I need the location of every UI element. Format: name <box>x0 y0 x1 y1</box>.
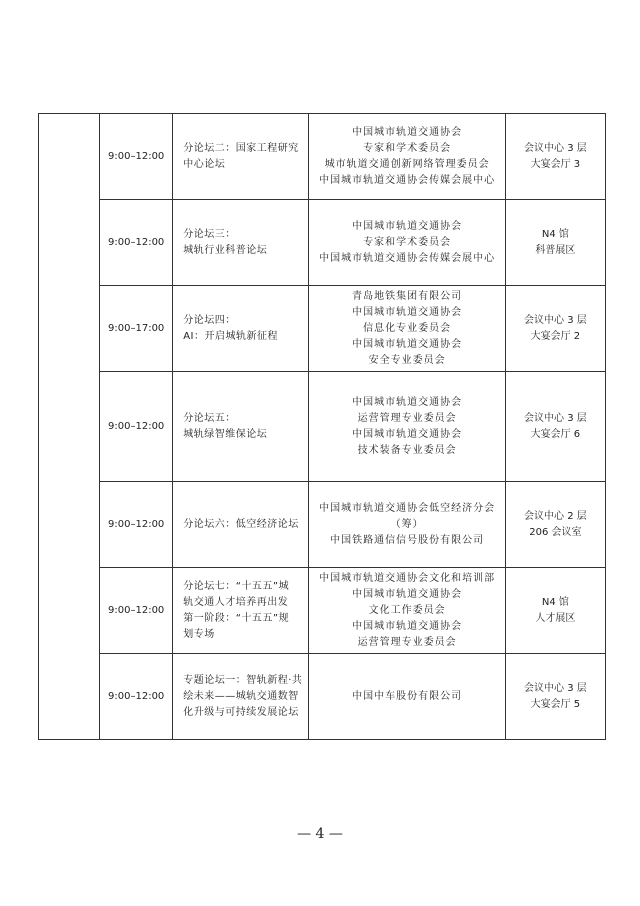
organizer-line: （筹） <box>390 518 424 530</box>
organizer-line: 信息化专业委员会 <box>363 322 452 334</box>
venue-cell <box>505 654 605 740</box>
time-cell <box>100 482 173 568</box>
venue-cell <box>505 568 605 654</box>
schedule-table <box>38 113 606 740</box>
organizer-line: 文化工作委员会 <box>368 604 446 616</box>
venue-line: 会议中心 2 层 <box>524 510 587 522</box>
organizer-line: 中国城市轨道交通协会 <box>352 220 463 232</box>
venue-line: 科普展区 <box>535 244 576 256</box>
venue-line: N4 馆 <box>541 228 569 240</box>
forum-title-line: 分论坛二：国家工程研究 <box>183 142 299 154</box>
organizer-line: 城市轨道交通创新网络管理委员会 <box>324 158 490 170</box>
organizers-cell <box>309 654 505 740</box>
venue-cell <box>505 200 605 286</box>
organizer-line: 技术装备专业委员会 <box>357 444 457 456</box>
organizer-line: 中国中车股份有限公司 <box>352 690 463 702</box>
venue-line: 206 会议室 <box>529 526 582 538</box>
forum-title-line: 绘未来——城轨交通数智 <box>183 690 299 702</box>
organizer-line: 中国城市轨道交通协会 <box>352 620 463 632</box>
time-cell <box>100 286 173 372</box>
venue-line: 会议中心 3 层 <box>524 412 587 424</box>
time-text: 9:00–12:00 <box>108 150 165 162</box>
forum-title-cell <box>173 372 309 482</box>
organizer-line: 中国城市轨道交通协会 <box>352 588 463 600</box>
venue-line: 会议中心 3 层 <box>524 142 587 154</box>
organizer-line: 运营管理专业委员会 <box>357 636 457 648</box>
forum-title-line: 轨交通人才培养再出发 <box>183 596 289 608</box>
time-cell <box>100 654 173 740</box>
venue-line: 大宴会厅 5 <box>530 698 581 710</box>
time-cell <box>100 568 173 654</box>
forum-title-cell <box>173 654 309 740</box>
venue-cell <box>505 372 605 482</box>
time-text: 9:00–12:00 <box>108 518 165 530</box>
organizer-line: 中国城市轨道交通协会 <box>352 306 463 318</box>
forum-title-cell <box>173 568 309 654</box>
schedule-table-body <box>39 114 606 740</box>
forum-title-cell <box>173 114 309 200</box>
organizer-line: 中国铁路通信信号股份有限公司 <box>330 534 485 546</box>
page-number: — 4 — <box>297 826 343 842</box>
organizer-line: 中国城市轨道交通协会 <box>352 428 463 440</box>
time-text: 9:00–17:00 <box>108 322 165 334</box>
venue-cell <box>505 286 605 372</box>
venue-line: 大宴会厅 6 <box>530 428 581 440</box>
organizer-line: 安全专业委员会 <box>368 354 446 366</box>
venue-line: 会议中心 3 层 <box>524 314 587 326</box>
venue-line: 大宴会厅 3 <box>530 158 581 170</box>
organizers-cell <box>309 568 505 654</box>
table-row <box>39 372 606 482</box>
venue-line: 大宴会厅 2 <box>530 330 581 342</box>
forum-title-line: 划专场 <box>183 628 215 640</box>
table-row <box>39 114 606 200</box>
organizer-line: 中国城市轨道交通协会 <box>352 396 463 408</box>
forum-title-line: 化升级与可持续发展论坛 <box>183 706 299 718</box>
date-cell <box>39 114 100 740</box>
organizer-line: 中国城市轨道交通协会传媒会展中心 <box>319 174 496 186</box>
organizer-line: 中国城市轨道交通协会低空经济分会 <box>319 502 496 514</box>
time-cell <box>100 372 173 482</box>
venue-cell <box>505 114 605 200</box>
time-text: 9:00–12:00 <box>108 420 165 432</box>
forum-title-line: 专题论坛一：智轨新程·共 <box>183 674 303 686</box>
organizer-line: 中国城市轨道交通协会传媒会展中心 <box>319 252 496 264</box>
venue-line: 会议中心 3 层 <box>524 682 587 694</box>
forum-title-line: 分论坛五： <box>183 412 236 424</box>
organizer-line: 中国城市轨道交通协会文化和培训部 <box>319 572 496 584</box>
forum-title-cell <box>173 200 309 286</box>
organizers-cell <box>309 372 505 482</box>
table-row <box>39 568 606 654</box>
table-row <box>39 654 606 740</box>
organizer-line: 专家和学术委员会 <box>363 236 452 248</box>
forum-title-line: 分论坛六：低空经济论坛 <box>183 518 299 530</box>
forum-title-line: 分论坛三： <box>183 228 236 240</box>
organizers-cell <box>309 200 505 286</box>
forum-title-line: 中心论坛 <box>183 158 226 170</box>
venue-line: N4 馆 <box>541 596 569 608</box>
time-text: 9:00–12:00 <box>108 604 165 616</box>
organizer-line: 专家和学术委员会 <box>363 142 452 154</box>
time-cell <box>100 114 173 200</box>
forum-title-cell <box>173 482 309 568</box>
time-text: 9:00–12:00 <box>108 690 165 702</box>
organizer-line: 运营管理专业委员会 <box>357 412 457 424</box>
time-cell <box>100 200 173 286</box>
organizers-cell <box>309 286 505 372</box>
table-row <box>39 482 606 568</box>
table-row <box>39 200 606 286</box>
organizers-cell <box>309 482 505 568</box>
forum-title-line: 城轨绿智维保论坛 <box>183 428 268 440</box>
time-text: 9:00–12:00 <box>108 236 165 248</box>
forum-title-line: 第一阶段：“十五五”规 <box>183 612 290 624</box>
venue-cell <box>505 482 605 568</box>
venue-line: 人才展区 <box>535 612 576 624</box>
organizer-line: 青岛地铁集团有限公司 <box>352 290 463 302</box>
organizers-cell <box>309 114 505 200</box>
forum-title-line: AI：开启城轨新征程 <box>183 330 279 342</box>
forum-title-line: 分论坛四： <box>183 314 236 326</box>
forum-title-cell <box>173 286 309 372</box>
forum-title-line: 分论坛七：“十五五”城 <box>183 580 290 592</box>
organizer-line: 中国城市轨道交通协会 <box>352 338 463 350</box>
organizer-line: 中国城市轨道交通协会 <box>352 126 463 138</box>
forum-title-line: 城轨行业科普论坛 <box>183 244 268 256</box>
table-row <box>39 286 606 372</box>
